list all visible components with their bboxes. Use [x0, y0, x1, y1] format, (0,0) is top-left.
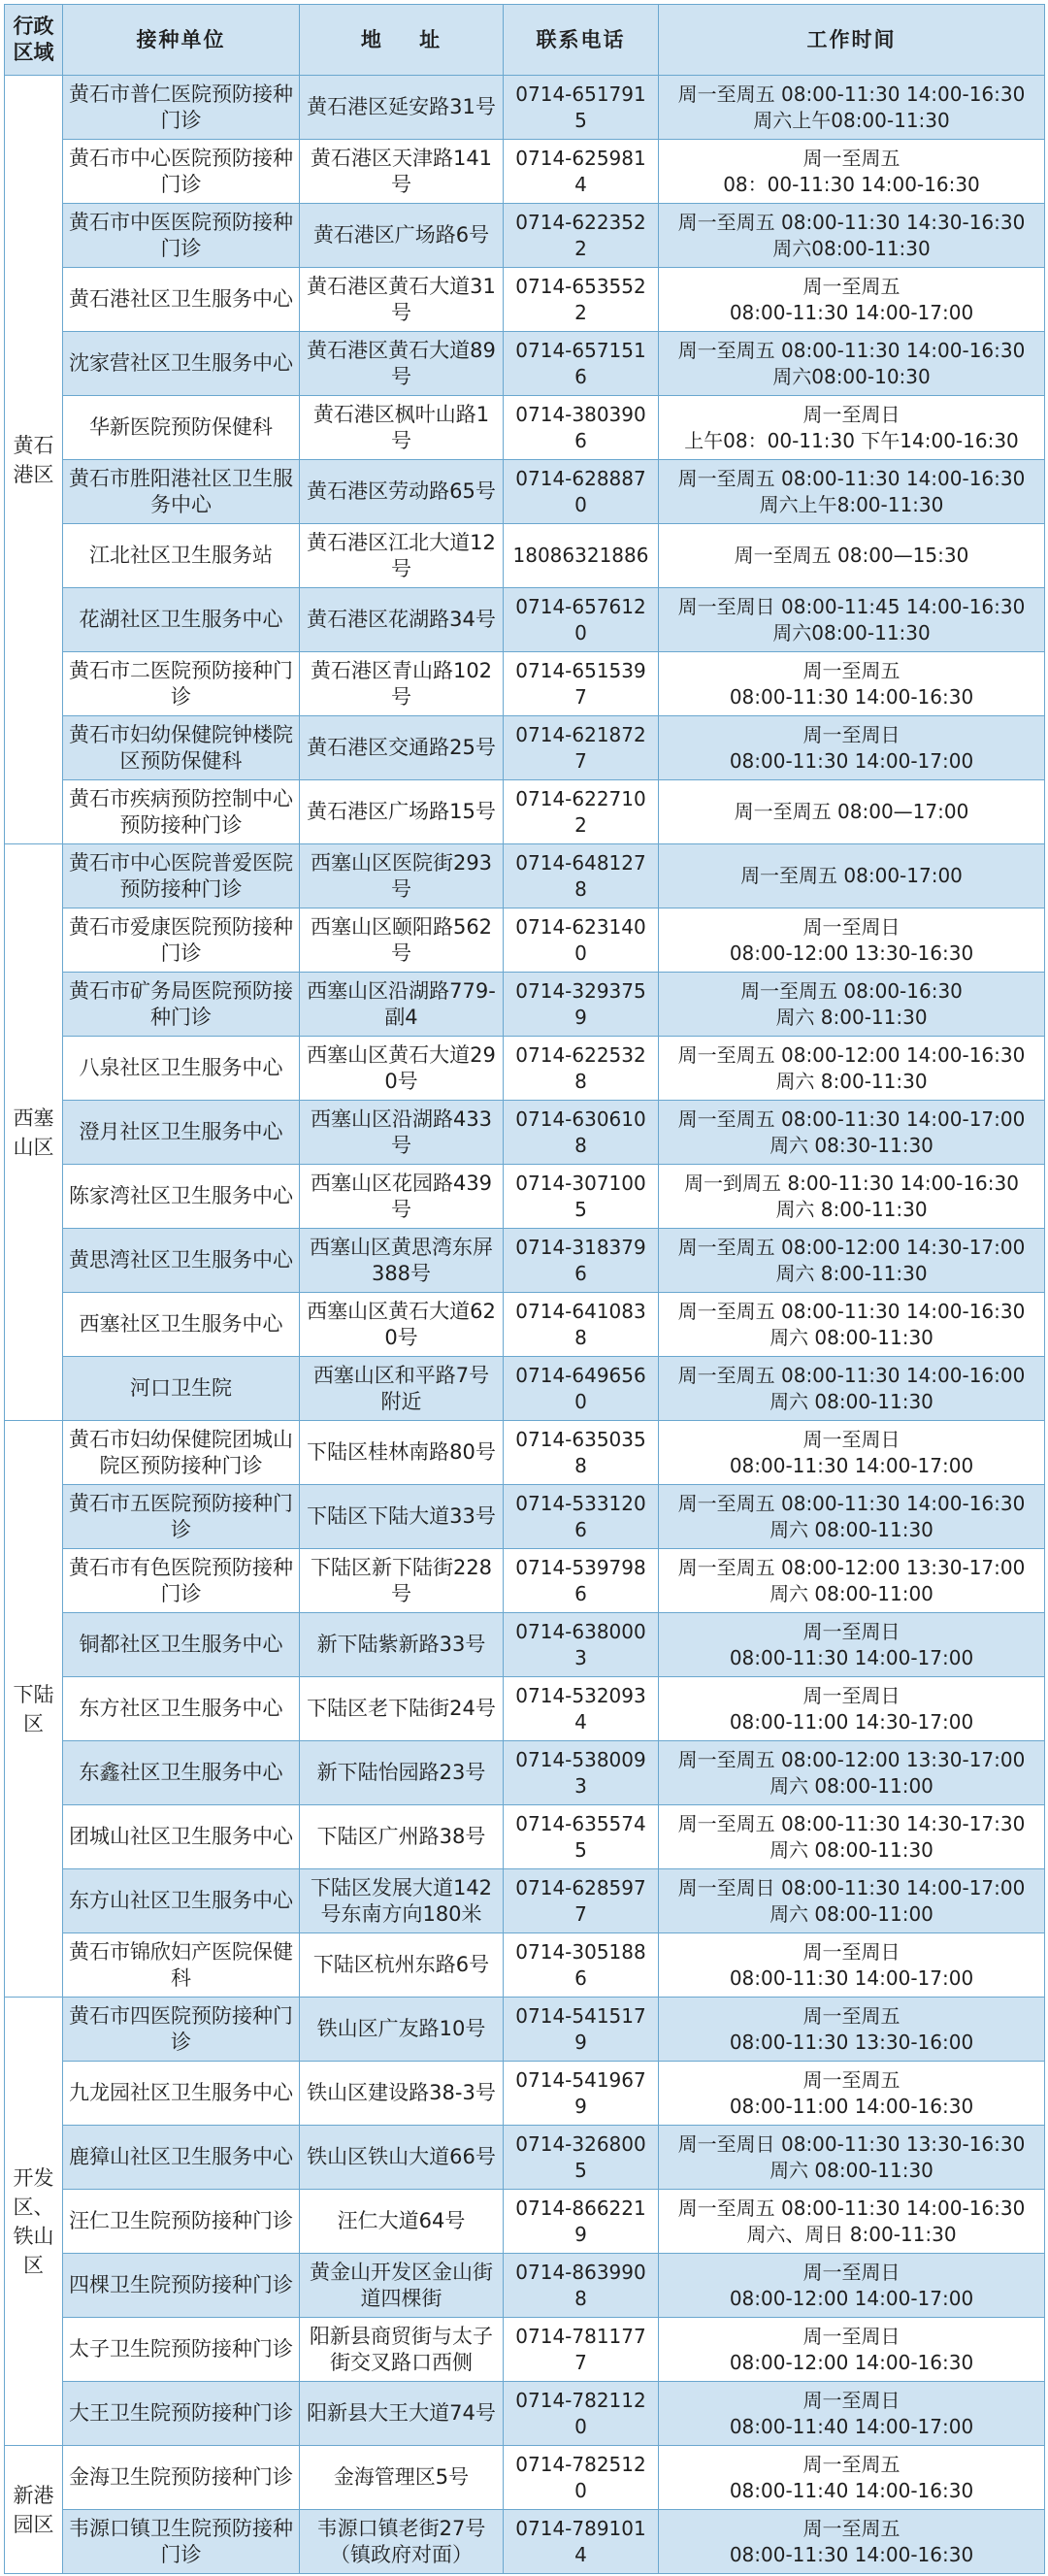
- hours-cell: 周一至周五 08：00-11:30 14:00-16:30: [659, 140, 1045, 204]
- table-row: [5, 780, 1045, 844]
- unit-cell: 九龙园社区卫生服务中心: [63, 2062, 300, 2126]
- unit-cell: 大王卫生院预防接种门诊: [63, 2382, 300, 2446]
- table-row: [5, 1998, 1045, 2062]
- address-cell: 黄石港区广场路6号: [300, 204, 504, 268]
- table-row: [5, 2126, 1045, 2190]
- phone-cell: 0714-3183796: [504, 1229, 659, 1293]
- hours-cell: 周一至周五 08:00-11:30 14:00-16:30 周六08:00-10:30: [659, 332, 1045, 396]
- phone-cell: 0714-5380093: [504, 1741, 659, 1805]
- unit-cell: 江北社区卫生服务站: [63, 524, 300, 588]
- unit-cell: 沈家营社区卫生服务中心: [63, 332, 300, 396]
- unit-cell: 鹿獐山社区卫生服务中心: [63, 2126, 300, 2190]
- phone-cell: 0714-3293759: [504, 973, 659, 1037]
- table-row: [5, 2510, 1045, 2574]
- table-row: [5, 1101, 1045, 1165]
- table-row: [5, 1293, 1045, 1357]
- table-row: [5, 1165, 1045, 1229]
- address-cell: 下陆区发展大道142号东南方向180米: [300, 1869, 504, 1933]
- table-row: [5, 652, 1045, 716]
- unit-cell: 黄石市爱康医院预防接种门诊: [63, 908, 300, 973]
- hours-cell: 周一至周日 08:00-11:30 14:00-17:00: [659, 716, 1045, 780]
- hours-cell: 周一至周五 08:00-11:30 14:00-16:30 周六 08:00-11:30: [659, 1293, 1045, 1357]
- unit-cell: 韦源口镇卫生院预防接种门诊: [63, 2510, 300, 2574]
- phone-cell: 0714-7811777: [504, 2318, 659, 2382]
- hours-cell: 周一至周日 上午08：00-11:30 下午14:00-16:30: [659, 396, 1045, 460]
- phone-cell: 0714-3071005: [504, 1165, 659, 1229]
- region-cell: 黄石港区: [5, 76, 63, 844]
- address-cell: 黄石港区劳动路65号: [300, 460, 504, 524]
- table-row: [5, 1933, 1045, 1998]
- table-row: [5, 1869, 1045, 1933]
- phone-cell: 0714-3268005: [504, 2126, 659, 2190]
- phone-cell: 0714-6288870: [504, 460, 659, 524]
- hours-cell: 周一至周五 08:00-11:30 13:30-16:00: [659, 1998, 1045, 2062]
- hours-cell: 周一至周日 08:00-11:00 14:30-17:00: [659, 1677, 1045, 1741]
- address-cell: 黄石港区延安路31号: [300, 76, 504, 140]
- phone-cell: 0714-6285977: [504, 1869, 659, 1933]
- phone-cell: 0714-6218727: [504, 716, 659, 780]
- table-row: [5, 1485, 1045, 1549]
- phone-cell: 0714-6223522: [504, 204, 659, 268]
- header-address: 地 址: [300, 5, 504, 76]
- hours-cell: 周一至周五 08:00-11:30 14:00-16:00 周六 08:00-11:30: [659, 1357, 1045, 1421]
- hours-cell: 周一至周五 08:00-11:30 14:00-17:00: [659, 268, 1045, 332]
- address-cell: 下陆区桂林南路80号: [300, 1421, 504, 1485]
- phone-cell: 0714-6517915: [504, 76, 659, 140]
- header-unit: 接种单位: [63, 5, 300, 76]
- table-row: [5, 1805, 1045, 1869]
- hours-cell: 周一至周五 08:00-11:40 14:00-16:30: [659, 2446, 1045, 2510]
- header-phone: 联系电话: [504, 5, 659, 76]
- table-row: [5, 588, 1045, 652]
- unit-cell: 黄石市锦欣妇产医院保健科: [63, 1933, 300, 1998]
- table-row: [5, 2190, 1045, 2254]
- address-cell: 下陆区广州路38号: [300, 1805, 504, 1869]
- phone-cell: 0714-6227102: [504, 780, 659, 844]
- table-row: [5, 2446, 1045, 2510]
- unit-cell: 黄石市二医院预防接种门诊: [63, 652, 300, 716]
- phone-cell: 0714-3803906: [504, 396, 659, 460]
- address-cell: 黄石港区花湖路34号: [300, 588, 504, 652]
- hours-cell: 周一至周五 08:00-11:00 14:00-16:30: [659, 2062, 1045, 2126]
- phone-cell: 0714-7821120: [504, 2382, 659, 2446]
- unit-cell: 黄石市中医医院预防接种门诊: [63, 204, 300, 268]
- hours-cell: 周一至周日 08:00-12:00 14:00-16:30: [659, 2318, 1045, 2382]
- address-cell: 黄石港区交通路25号: [300, 716, 504, 780]
- address-cell: 西塞山区黄石大道620号: [300, 1293, 504, 1357]
- table-row: [5, 76, 1045, 140]
- table-row: [5, 1229, 1045, 1293]
- address-cell: 铁山区建设路38-3号: [300, 2062, 504, 2126]
- phone-cell: 0714-6576120: [504, 588, 659, 652]
- address-cell: 阳新县商贸街与太子街交叉路口西侧: [300, 2318, 504, 2382]
- address-cell: 金海管理区5号: [300, 2446, 504, 2510]
- table-row: [5, 2254, 1045, 2318]
- address-cell: 黄石港区青山路102号: [300, 652, 504, 716]
- unit-cell: 八泉社区卫生服务中心: [63, 1037, 300, 1101]
- hours-cell: 周一至周日 08:00-11:30 14:00-17:00: [659, 1613, 1045, 1677]
- table-row: [5, 1677, 1045, 1741]
- unit-cell: 陈家湾社区卫生服务中心: [63, 1165, 300, 1229]
- table-row: [5, 1741, 1045, 1805]
- hours-cell: 周一至周五 08:00—15:30: [659, 524, 1045, 588]
- hours-cell: 周一至周日 08:00-11:30 13:30-16:30 周六 08:00-11:30: [659, 2126, 1045, 2190]
- phone-cell: 0714-7891014: [504, 2510, 659, 2574]
- address-cell: 下陆区杭州东路6号: [300, 1933, 504, 1998]
- phone-cell: 0714-7825120: [504, 2446, 659, 2510]
- table-row: [5, 2318, 1045, 2382]
- address-cell: 黄石港区黄石大道31号: [300, 268, 504, 332]
- hours-cell: 周一至周五 08:00-11:30 14:00-16:30: [659, 652, 1045, 716]
- phone-cell: 0714-6571516: [504, 332, 659, 396]
- address-cell: 铁山区铁山大道66号: [300, 2126, 504, 2190]
- unit-cell: 澄月社区卫生服务中心: [63, 1101, 300, 1165]
- unit-cell: 东方山社区卫生服务中心: [63, 1869, 300, 1933]
- table-row: [5, 1037, 1045, 1101]
- address-cell: 黄石港区江北大道12号: [300, 524, 504, 588]
- table-row: [5, 716, 1045, 780]
- vaccination-sites-table-container: [4, 4, 1044, 2572]
- header-hours: 工作时间: [659, 5, 1045, 76]
- table-row: [5, 268, 1045, 332]
- address-cell: 西塞山区沿湖路433号: [300, 1101, 504, 1165]
- hours-cell: 周一至周五 08:00-11:30 14:30-16:30 周六08:00-11:30: [659, 204, 1045, 268]
- address-cell: 黄石港区黄石大道89号: [300, 332, 504, 396]
- phone-cell: 0714-5419679: [504, 2062, 659, 2126]
- hours-cell: 周一至周五 08:00-11:30 14:00-16:30 周六上午8:00-11:30: [659, 460, 1045, 524]
- unit-cell: 黄石市妇幼保健院团城山院区预防接种门诊: [63, 1421, 300, 1485]
- phone-cell: 0714-6380003: [504, 1613, 659, 1677]
- address-cell: 黄石港区天津路141号: [300, 140, 504, 204]
- address-cell: 阳新县大王大道74号: [300, 2382, 504, 2446]
- table-row: [5, 844, 1045, 908]
- unit-cell: 黄石市中心医院预防接种门诊: [63, 140, 300, 204]
- address-cell: 黄石港区广场路15号: [300, 780, 504, 844]
- phone-cell: 0714-6259814: [504, 140, 659, 204]
- unit-cell: 黄石港社区卫生服务中心: [63, 268, 300, 332]
- hours-cell: 周一至周五 08:00-11:30 14:30-17:30 周六 08:00-11:30: [659, 1805, 1045, 1869]
- address-cell: 新下陆紫新路33号: [300, 1613, 504, 1677]
- unit-cell: 东鑫社区卫生服务中心: [63, 1741, 300, 1805]
- phone-cell: 0714-6231400: [504, 908, 659, 973]
- address-cell: 西塞山区和平路7号附近: [300, 1357, 504, 1421]
- hours-cell: 周一至周五 08:00-12:00 13:30-17:00 周六 08:00-11:00: [659, 1549, 1045, 1613]
- address-cell: 西塞山区沿湖路779-副4: [300, 973, 504, 1037]
- address-cell: 西塞山区医院街293号: [300, 844, 504, 908]
- table-row: [5, 1421, 1045, 1485]
- hours-cell: 周一至周五 08:00-11:30 14:00-16:30: [659, 2510, 1045, 2574]
- region-cell: 西塞山区: [5, 844, 63, 1421]
- table-header-row: [5, 5, 1045, 76]
- table-row: [5, 204, 1045, 268]
- unit-cell: 西塞社区卫生服务中心: [63, 1293, 300, 1357]
- address-cell: 黄石港区枫叶山路1号: [300, 396, 504, 460]
- hours-cell: 周一至周五 08:00-12:00 13:30-17:00 周六 08:00-11:00: [659, 1741, 1045, 1805]
- hours-cell: 周一至周日 08:00-11:30 14:00-17:00: [659, 1421, 1045, 1485]
- hours-cell: 周一至周日 08:00-12:00 13:30-16:30: [659, 908, 1045, 973]
- hours-cell: 周一至周五 08:00-12:00 14:30-17:00 周六 8:00-11:30: [659, 1229, 1045, 1293]
- address-cell: 黄金山开发区金山街道四棵街: [300, 2254, 504, 2318]
- unit-cell: 黄石市五医院预防接种门诊: [63, 1485, 300, 1549]
- hours-cell: 周一至周五 08:00-17:00: [659, 844, 1045, 908]
- hours-cell: 周一至周日 08:00-11:45 14:00-16:30 周六08:00-11:30: [659, 588, 1045, 652]
- unit-cell: 黄石市妇幼保健院钟楼院区预防保健科: [63, 716, 300, 780]
- table-row: [5, 460, 1045, 524]
- hours-cell: 周一至周五 08:00-16:30 周六 8:00-11:30: [659, 973, 1045, 1037]
- unit-cell: 华新医院预防保健科: [63, 396, 300, 460]
- unit-cell: 黄石市胜阳港社区卫生服务中心: [63, 460, 300, 524]
- unit-cell: 黄石市矿务局医院预防接种门诊: [63, 973, 300, 1037]
- unit-cell: 黄石市中心医院普爱医院预防接种门诊: [63, 844, 300, 908]
- vaccination-sites-table: [4, 4, 1045, 2574]
- region-cell: 开发区、铁山区: [5, 1998, 63, 2446]
- address-cell: 铁山区广友路10号: [300, 1998, 504, 2062]
- unit-cell: 四棵卫生院预防接种门诊: [63, 2254, 300, 2318]
- region-cell: 新港园区: [5, 2446, 63, 2574]
- table-body: [5, 76, 1045, 2574]
- phone-cell: 0714-6481278: [504, 844, 659, 908]
- phone-cell: 0714-6350358: [504, 1421, 659, 1485]
- address-cell: 新下陆怡园路23号: [300, 1741, 504, 1805]
- address-cell: 西塞山区花园路439号: [300, 1165, 504, 1229]
- unit-cell: 东方社区卫生服务中心: [63, 1677, 300, 1741]
- unit-cell: 黄石市普仁医院预防接种门诊: [63, 76, 300, 140]
- phone-cell: 0714-6515397: [504, 652, 659, 716]
- table-row: [5, 140, 1045, 204]
- hours-cell: 周一至周日 08:00-11:30 14:00-17:00 周六 08:00-11:00: [659, 1869, 1045, 1933]
- hours-cell: 周一至周五 08:00-11:30 14:00-16:30 周六、周日 8:00-11:30: [659, 2190, 1045, 2254]
- phone-cell: 0714-6535522: [504, 268, 659, 332]
- hours-cell: 周一至周日 08:00-11:30 14:00-17:00: [659, 1933, 1045, 1998]
- phone-cell: 0714-8639908: [504, 2254, 659, 2318]
- table-row: [5, 1357, 1045, 1421]
- unit-cell: 太子卫生院预防接种门诊: [63, 2318, 300, 2382]
- phone-cell: 0714-5320934: [504, 1677, 659, 1741]
- phone-cell: 0714-6355745: [504, 1805, 659, 1869]
- phone-cell: 0714-5331206: [504, 1485, 659, 1549]
- table-row: [5, 2062, 1045, 2126]
- phone-cell: 0714-3051886: [504, 1933, 659, 1998]
- table-row: [5, 1613, 1045, 1677]
- phone-cell: 18086321886: [504, 524, 659, 588]
- unit-cell: 黄思湾社区卫生服务中心: [63, 1229, 300, 1293]
- table-row: [5, 524, 1045, 588]
- hours-cell: 周一至周五 08:00-11:30 14:00-16:30 周六上午08:00-11:30: [659, 76, 1045, 140]
- address-cell: 下陆区新下陆街228号: [300, 1549, 504, 1613]
- region-cell: 下陆区: [5, 1421, 63, 1998]
- phone-cell: 0714-6410838: [504, 1293, 659, 1357]
- hours-cell: 周一至周日 08:00-12:00 14:00-17:00: [659, 2254, 1045, 2318]
- phone-cell: 0714-5397986: [504, 1549, 659, 1613]
- unit-cell: 河口卫生院: [63, 1357, 300, 1421]
- unit-cell: 汪仁卫生院预防接种门诊: [63, 2190, 300, 2254]
- phone-cell: 0714-5415179: [504, 1998, 659, 2062]
- table-row: [5, 1549, 1045, 1613]
- address-cell: 西塞山区颐阳路562号: [300, 908, 504, 973]
- address-cell: 韦源口镇老街27号（镇政府对面）: [300, 2510, 504, 2574]
- table-row: [5, 396, 1045, 460]
- hours-cell: 周一至周五 08:00—17:00: [659, 780, 1045, 844]
- address-cell: 下陆区下陆大道33号: [300, 1485, 504, 1549]
- unit-cell: 团城山社区卫生服务中心: [63, 1805, 300, 1869]
- unit-cell: 黄石市四医院预防接种门诊: [63, 1998, 300, 2062]
- table-row: [5, 332, 1045, 396]
- hours-cell: 周一至周五 08:00-11:30 14:00-17:00 周六 08:30-11:30: [659, 1101, 1045, 1165]
- unit-cell: 金海卫生院预防接种门诊: [63, 2446, 300, 2510]
- phone-cell: 0714-6225328: [504, 1037, 659, 1101]
- table-row: [5, 908, 1045, 973]
- unit-cell: 黄石市疾病预防控制中心预防接种门诊: [63, 780, 300, 844]
- address-cell: 西塞山区黄石大道290号: [300, 1037, 504, 1101]
- hours-cell: 周一至周五 08:00-11:30 14:00-16:30 周六 08:00-11:30: [659, 1485, 1045, 1549]
- address-cell: 西塞山区黄思湾东屏388号: [300, 1229, 504, 1293]
- hours-cell: 周一到周五 8:00-11:30 14:00-16:30 周六 8:00-11:30: [659, 1165, 1045, 1229]
- hours-cell: 周一至周五 08:00-12:00 14:00-16:30 周六 8:00-11:30: [659, 1037, 1045, 1101]
- unit-cell: 黄石市有色医院预防接种门诊: [63, 1549, 300, 1613]
- table-row: [5, 2382, 1045, 2446]
- unit-cell: 铜都社区卫生服务中心: [63, 1613, 300, 1677]
- header-region: 行政区域: [5, 5, 63, 76]
- unit-cell: 花湖社区卫生服务中心: [63, 588, 300, 652]
- phone-cell: 0714-6496560: [504, 1357, 659, 1421]
- hours-cell: 周一至周日 08:00-11:40 14:00-17:00: [659, 2382, 1045, 2446]
- phone-cell: 0714-8662219: [504, 2190, 659, 2254]
- address-cell: 汪仁大道64号: [300, 2190, 504, 2254]
- phone-cell: 0714-6306108: [504, 1101, 659, 1165]
- address-cell: 下陆区老下陆街24号: [300, 1677, 504, 1741]
- table-row: [5, 973, 1045, 1037]
